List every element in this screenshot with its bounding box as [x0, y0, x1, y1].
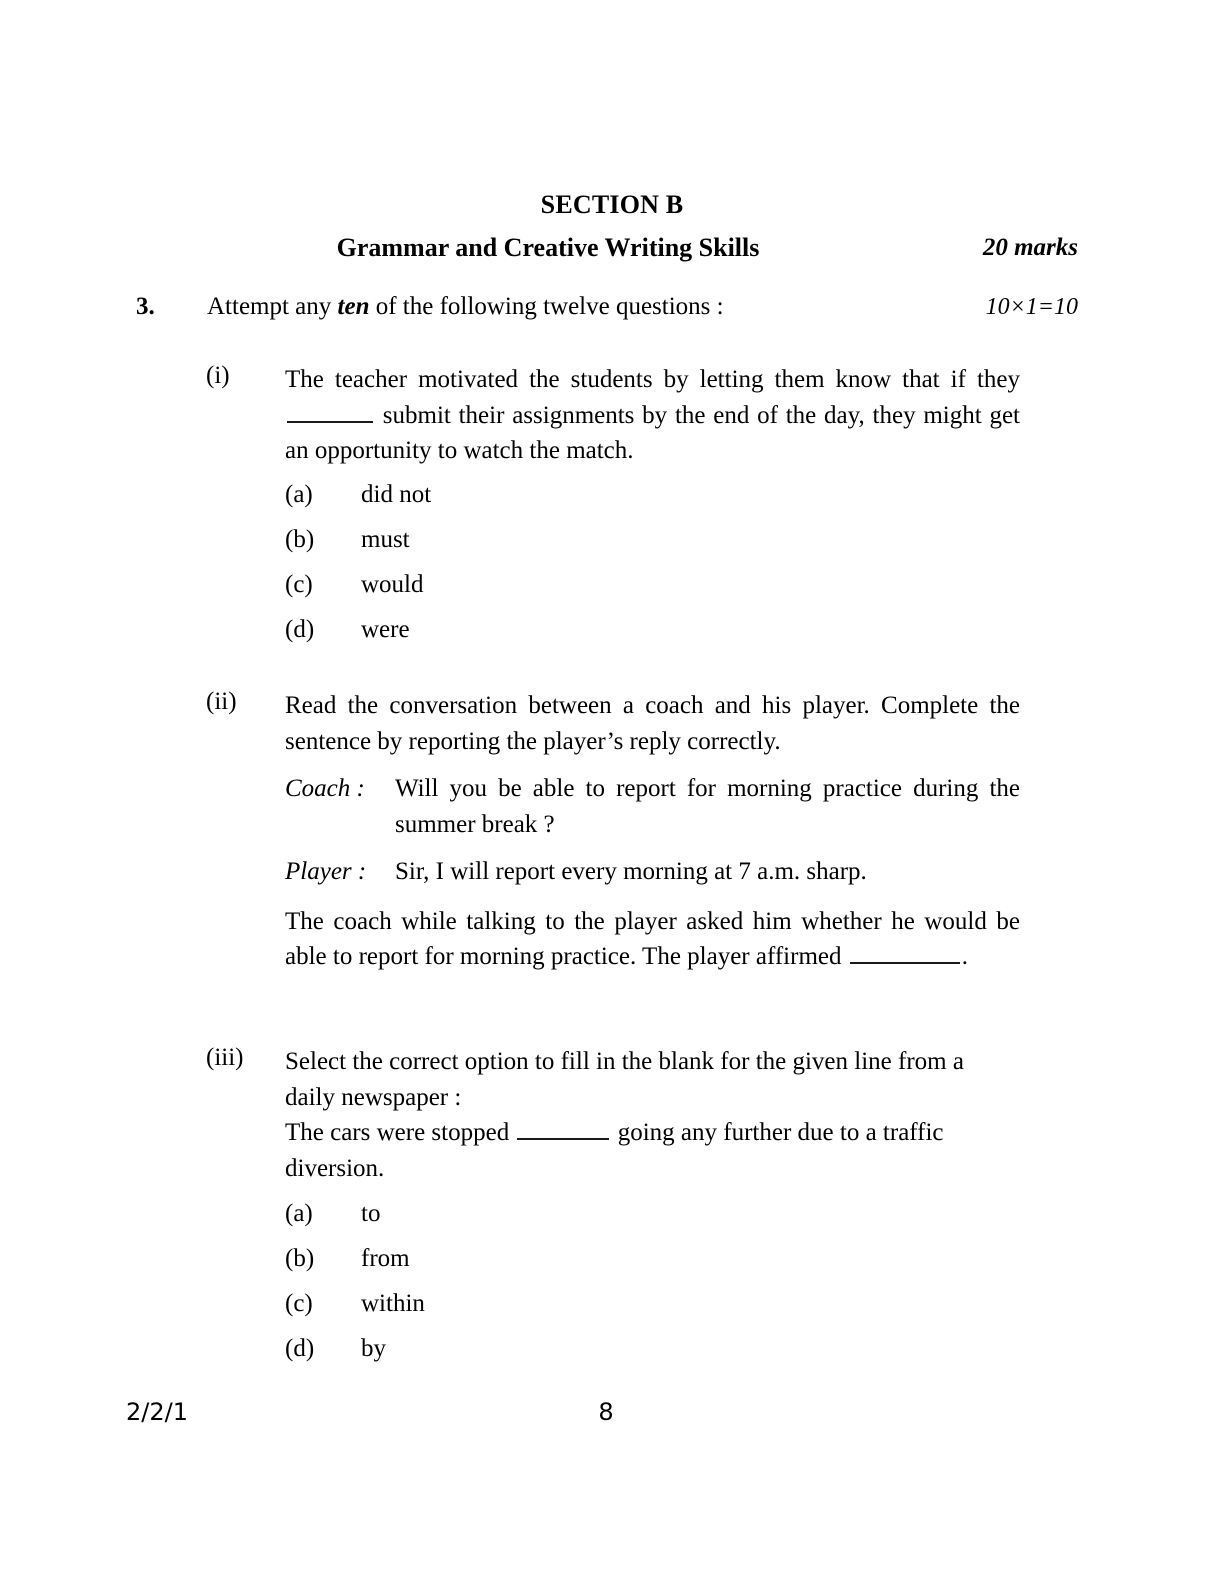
page-number: 8: [598, 1398, 614, 1426]
item-ii-stem: Read the conversation between a coach and his player. Complete the sentence by reporting the player’s reply correctly.: [285, 692, 1020, 755]
question-3-row: [136, 293, 1078, 327]
option-c-key: (c): [285, 1290, 313, 1317]
option-a-value: to: [361, 1200, 381, 1227]
dialogue-speaker-player: Player :: [285, 858, 367, 885]
option-a[interactable]: [285, 1198, 1020, 1243]
question-marks: 10×1=10: [985, 294, 1078, 320]
option-d[interactable]: [285, 614, 1020, 659]
fill-blank: [850, 942, 960, 965]
option-a[interactable]: [285, 479, 1020, 524]
option-a-key: (a): [285, 1200, 313, 1227]
option-b[interactable]: [285, 524, 1020, 569]
option-c[interactable]: [285, 569, 1020, 614]
question-number: 3.: [136, 293, 155, 320]
dialogue-text-coach: Will you be able to report for morning practice during the summer break ?: [395, 775, 1020, 838]
dialogue-line-player: [285, 854, 1020, 890]
option-d-key: (d): [285, 615, 315, 643]
option-d-value: were: [361, 615, 410, 643]
paper-code: 2/2/1: [126, 1398, 188, 1426]
item-ii-answer-part1: The coach while talking to the player asked him whether he would be able to report for morning practice. The player affirmed: [285, 907, 1020, 970]
item-iii-label: (iii): [206, 1044, 244, 1071]
option-d-key: (d): [285, 1335, 315, 1362]
question-stem: [207, 293, 724, 321]
option-d-value: by: [361, 1335, 386, 1362]
option-b-value: must: [361, 525, 410, 553]
section-subtitle: Grammar and Creative Writing Skills: [336, 233, 760, 262]
item-ii-answer: [285, 904, 1020, 975]
question-stem-before: Attempt any: [207, 293, 338, 320]
option-c-key: (c): [285, 570, 313, 598]
item-ii-answer-part2: .: [961, 943, 968, 970]
option-d[interactable]: [285, 1333, 1020, 1378]
question-stem-after: of the following twelve questions :: [369, 293, 724, 320]
option-a-value: did not: [361, 480, 432, 508]
item-iii: [206, 1044, 1020, 1378]
item-i-options: [285, 479, 1020, 659]
item-i-stem-part2: submit their assignments by the end of the day, they might get an opportunity to watch the match.: [285, 401, 1020, 464]
item-iii-body: [285, 1044, 1020, 1378]
subtitle-row: [148, 233, 1078, 267]
dialogue-speaker-coach: Coach :: [285, 775, 365, 802]
option-c[interactable]: [285, 1288, 1020, 1333]
item-i: [206, 362, 1020, 659]
fill-blank: [287, 400, 373, 423]
dialogue-block: [285, 771, 1020, 890]
option-c-value: within: [361, 1290, 425, 1317]
question-stem-emphasis: ten: [337, 293, 370, 320]
option-c-value: would: [361, 570, 424, 598]
item-iii-sentence: [285, 1115, 1020, 1186]
item-i-stem-part1: The teacher motivated the students by letting them know that if they: [285, 366, 1020, 393]
item-ii-label: (ii): [206, 688, 237, 715]
dialogue-line-coach: [285, 771, 1020, 842]
section-marks: 20 marks: [982, 234, 1078, 261]
item-iii-sentence-part1: The cars were stopped: [285, 1119, 516, 1146]
item-i-stem: [285, 362, 1020, 469]
item-i-body: [285, 362, 1020, 659]
item-iii-sentence-part2: going any further due to a traffic diversion.: [285, 1119, 944, 1182]
option-a-key: (a): [285, 480, 313, 508]
option-b-key: (b): [285, 525, 315, 553]
item-ii: [206, 688, 1020, 975]
item-i-label: (i): [206, 362, 230, 389]
item-iii-options: [285, 1198, 1020, 1378]
page-footer: [0, 1398, 1224, 1438]
option-b-value: from: [361, 1245, 410, 1272]
item-iii-stem: Select the correct option to fill in the blank for the given line from a daily newspaper :: [285, 1048, 964, 1111]
option-b-key: (b): [285, 1245, 315, 1272]
dialogue-text-player: Sir, I will report every morning at 7 a.m. sharp.: [395, 858, 867, 885]
item-ii-body: [285, 688, 1020, 975]
section-title: SECTION B: [540, 190, 684, 219]
option-b[interactable]: [285, 1243, 1020, 1288]
fill-blank: [517, 1118, 609, 1141]
